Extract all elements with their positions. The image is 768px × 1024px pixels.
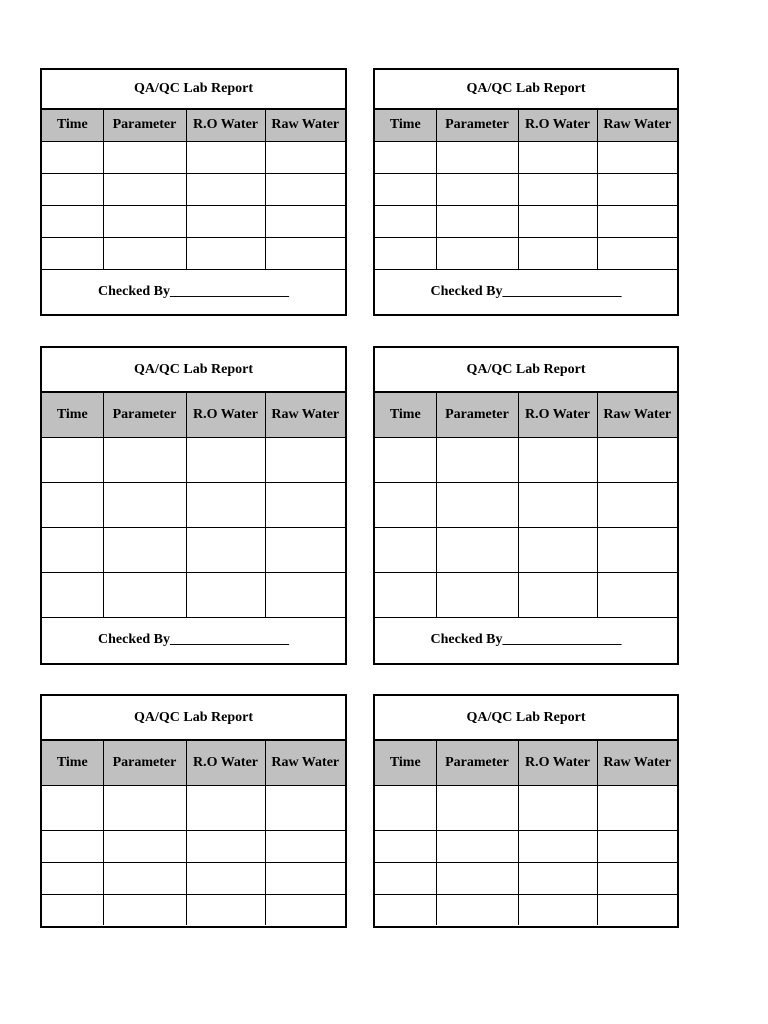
- table-cell[interactable]: [436, 205, 518, 237]
- column-header-raw-water: Raw Water: [265, 740, 345, 785]
- table-row: [42, 785, 345, 830]
- report-title: QA/QC Lab Report: [42, 70, 345, 109]
- table-cell[interactable]: [597, 572, 677, 617]
- table-cell[interactable]: [375, 527, 436, 572]
- table-row: [375, 572, 677, 617]
- table-cell[interactable]: [265, 237, 345, 269]
- checked-by-label: Checked By_________________: [430, 632, 622, 647]
- table-row: [375, 862, 677, 894]
- table-row: [375, 237, 677, 269]
- table-cell[interactable]: [186, 237, 265, 269]
- column-header-ro-water: R.O Water: [518, 392, 597, 437]
- table-row: [375, 141, 677, 173]
- table-cell[interactable]: [103, 205, 186, 237]
- column-header-ro-water: R.O Water: [186, 392, 265, 437]
- table-cell[interactable]: [518, 205, 597, 237]
- table-cell[interactable]: [597, 173, 677, 205]
- lab-report-table: [375, 70, 677, 314]
- table-cell[interactable]: [103, 237, 186, 269]
- lab-report-card-1: [40, 68, 347, 316]
- report-title: QA/QC Lab Report: [42, 696, 345, 740]
- lab-report-table: [42, 696, 345, 925]
- table-cell[interactable]: [42, 141, 103, 173]
- table-cell[interactable]: [103, 862, 186, 894]
- lab-report-table: [375, 696, 677, 925]
- table-row: [42, 527, 345, 572]
- table-cell[interactable]: [103, 141, 186, 173]
- checked-by-label: Checked By_________________: [98, 632, 289, 647]
- checked-by-field[interactable]: [42, 617, 345, 663]
- checked-by-field[interactable]: [375, 269, 677, 314]
- table-cell[interactable]: [518, 141, 597, 173]
- lab-report-table: [375, 348, 677, 663]
- table-row: [375, 205, 677, 237]
- table-cell[interactable]: [103, 437, 186, 482]
- table-cell[interactable]: [186, 437, 265, 482]
- table-cell[interactable]: [265, 141, 345, 173]
- table-cell[interactable]: [186, 830, 265, 862]
- column-header-time: Time: [42, 109, 103, 141]
- lab-report-card-6: [373, 694, 679, 928]
- table-cell[interactable]: [597, 894, 677, 925]
- table-cell[interactable]: [186, 862, 265, 894]
- table-cell[interactable]: [375, 141, 436, 173]
- table-cell[interactable]: [375, 205, 436, 237]
- table-cell[interactable]: [375, 482, 436, 527]
- table-cell[interactable]: [103, 572, 186, 617]
- table-row: [42, 237, 345, 269]
- table-cell[interactable]: [265, 527, 345, 572]
- table-cell[interactable]: [265, 830, 345, 862]
- table-cell[interactable]: [265, 173, 345, 205]
- table-row: [42, 862, 345, 894]
- table-cell[interactable]: [436, 437, 518, 482]
- table-row: [42, 482, 345, 527]
- table-cell[interactable]: [186, 173, 265, 205]
- table-cell[interactable]: [265, 482, 345, 527]
- table-cell[interactable]: [597, 141, 677, 173]
- table-cell[interactable]: [265, 437, 345, 482]
- checked-by-label: Checked By_________________: [98, 283, 289, 299]
- lab-report-table: [42, 348, 345, 663]
- table-row: [42, 830, 345, 862]
- table-cell[interactable]: [375, 862, 436, 894]
- table-row: [375, 527, 677, 572]
- lab-report-card-5: [40, 694, 347, 928]
- table-cell[interactable]: [436, 830, 518, 862]
- table-cell[interactable]: [186, 527, 265, 572]
- table-cell[interactable]: [436, 237, 518, 269]
- table-cell[interactable]: [186, 141, 265, 173]
- table-cell[interactable]: [597, 785, 677, 830]
- table-cell[interactable]: [375, 572, 436, 617]
- table-row: [375, 894, 677, 925]
- column-header-raw-water: Raw Water: [265, 109, 345, 141]
- table-cell[interactable]: [42, 437, 103, 482]
- table-cell[interactable]: [375, 237, 436, 269]
- table-cell[interactable]: [42, 830, 103, 862]
- table-cell[interactable]: [518, 862, 597, 894]
- table-cell[interactable]: [42, 482, 103, 527]
- table-cell[interactable]: [103, 785, 186, 830]
- lab-report-card-2: [373, 68, 679, 316]
- table-cell[interactable]: [265, 785, 345, 830]
- table-cell[interactable]: [518, 830, 597, 862]
- table-cell[interactable]: [103, 173, 186, 205]
- table-cell[interactable]: [265, 862, 345, 894]
- table-row: [375, 830, 677, 862]
- table-cell[interactable]: [518, 572, 597, 617]
- table-cell[interactable]: [518, 237, 597, 269]
- report-title: QA/QC Lab Report: [375, 696, 677, 740]
- table-cell[interactable]: [436, 173, 518, 205]
- table-cell[interactable]: [597, 830, 677, 862]
- table-row: [375, 785, 677, 830]
- lab-report-table: [42, 70, 345, 314]
- table-cell[interactable]: [42, 862, 103, 894]
- column-header-time: Time: [375, 740, 436, 785]
- table-cell[interactable]: [265, 894, 345, 925]
- table-cell[interactable]: [597, 527, 677, 572]
- column-header-raw-water: Raw Water: [265, 392, 345, 437]
- report-title: QA/QC Lab Report: [375, 348, 677, 392]
- column-header-ro-water: R.O Water: [186, 109, 265, 141]
- table-row: [375, 173, 677, 205]
- table-row: [375, 482, 677, 527]
- column-header-parameter: Parameter: [103, 740, 186, 785]
- table-cell[interactable]: [518, 785, 597, 830]
- table-cell[interactable]: [518, 894, 597, 925]
- table-cell[interactable]: [436, 862, 518, 894]
- column-header-parameter: Parameter: [436, 392, 518, 437]
- table-row: [375, 437, 677, 482]
- column-header-ro-water: R.O Water: [518, 109, 597, 141]
- table-cell[interactable]: [103, 830, 186, 862]
- table-cell[interactable]: [375, 173, 436, 205]
- table-cell[interactable]: [436, 894, 518, 925]
- column-header-ro-water: R.O Water: [186, 740, 265, 785]
- table-cell[interactable]: [518, 527, 597, 572]
- table-cell[interactable]: [597, 862, 677, 894]
- table-cell[interactable]: [518, 173, 597, 205]
- table-cell[interactable]: [42, 237, 103, 269]
- table-row: [42, 572, 345, 617]
- table-cell[interactable]: [42, 205, 103, 237]
- table-row: [42, 205, 345, 237]
- table-row: [42, 141, 345, 173]
- table-cell[interactable]: [597, 482, 677, 527]
- column-header-time: Time: [42, 392, 103, 437]
- report-title: QA/QC Lab Report: [42, 348, 345, 392]
- checked-by-field[interactable]: [375, 617, 677, 663]
- column-header-parameter: Parameter: [103, 109, 186, 141]
- table-cell[interactable]: [42, 785, 103, 830]
- table-cell[interactable]: [436, 527, 518, 572]
- table-cell[interactable]: [103, 482, 186, 527]
- checked-by-field[interactable]: [42, 269, 345, 314]
- table-cell[interactable]: [436, 141, 518, 173]
- table-cell[interactable]: [518, 482, 597, 527]
- table-cell[interactable]: [103, 894, 186, 925]
- table-cell[interactable]: [103, 527, 186, 572]
- table-cell[interactable]: [42, 572, 103, 617]
- column-header-parameter: Parameter: [436, 109, 518, 141]
- table-cell[interactable]: [375, 894, 436, 925]
- column-header-ro-water: R.O Water: [518, 740, 597, 785]
- column-header-parameter: Parameter: [436, 740, 518, 785]
- table-cell[interactable]: [375, 785, 436, 830]
- column-header-time: Time: [375, 392, 436, 437]
- table-cell[interactable]: [436, 572, 518, 617]
- column-header-raw-water: Raw Water: [597, 109, 677, 141]
- table-cell[interactable]: [186, 482, 265, 527]
- table-cell[interactable]: [186, 572, 265, 617]
- table-cell[interactable]: [518, 437, 597, 482]
- table-cell[interactable]: [597, 437, 677, 482]
- column-header-raw-water: Raw Water: [597, 740, 677, 785]
- table-cell[interactable]: [42, 173, 103, 205]
- table-row: [42, 437, 345, 482]
- table-cell[interactable]: [186, 785, 265, 830]
- report-title: QA/QC Lab Report: [375, 70, 677, 109]
- checked-by-label: Checked By_________________: [430, 283, 622, 299]
- table-cell[interactable]: [265, 205, 345, 237]
- table-cell[interactable]: [186, 205, 265, 237]
- table-cell[interactable]: [265, 572, 345, 617]
- column-header-raw-water: Raw Water: [597, 392, 677, 437]
- table-row: [42, 173, 345, 205]
- column-header-time: Time: [42, 740, 103, 785]
- table-cell[interactable]: [186, 894, 265, 925]
- lab-report-card-3: [40, 346, 347, 665]
- lab-report-card-4: [373, 346, 679, 665]
- table-row: [42, 894, 345, 925]
- table-cell[interactable]: [436, 482, 518, 527]
- column-header-time: Time: [375, 109, 436, 141]
- table-cell[interactable]: [597, 205, 677, 237]
- column-header-parameter: Parameter: [103, 392, 186, 437]
- table-cell[interactable]: [436, 785, 518, 830]
- table-cell[interactable]: [597, 237, 677, 269]
- table-cell[interactable]: [375, 437, 436, 482]
- table-cell[interactable]: [42, 527, 103, 572]
- table-cell[interactable]: [375, 830, 436, 862]
- table-cell[interactable]: [42, 894, 103, 925]
